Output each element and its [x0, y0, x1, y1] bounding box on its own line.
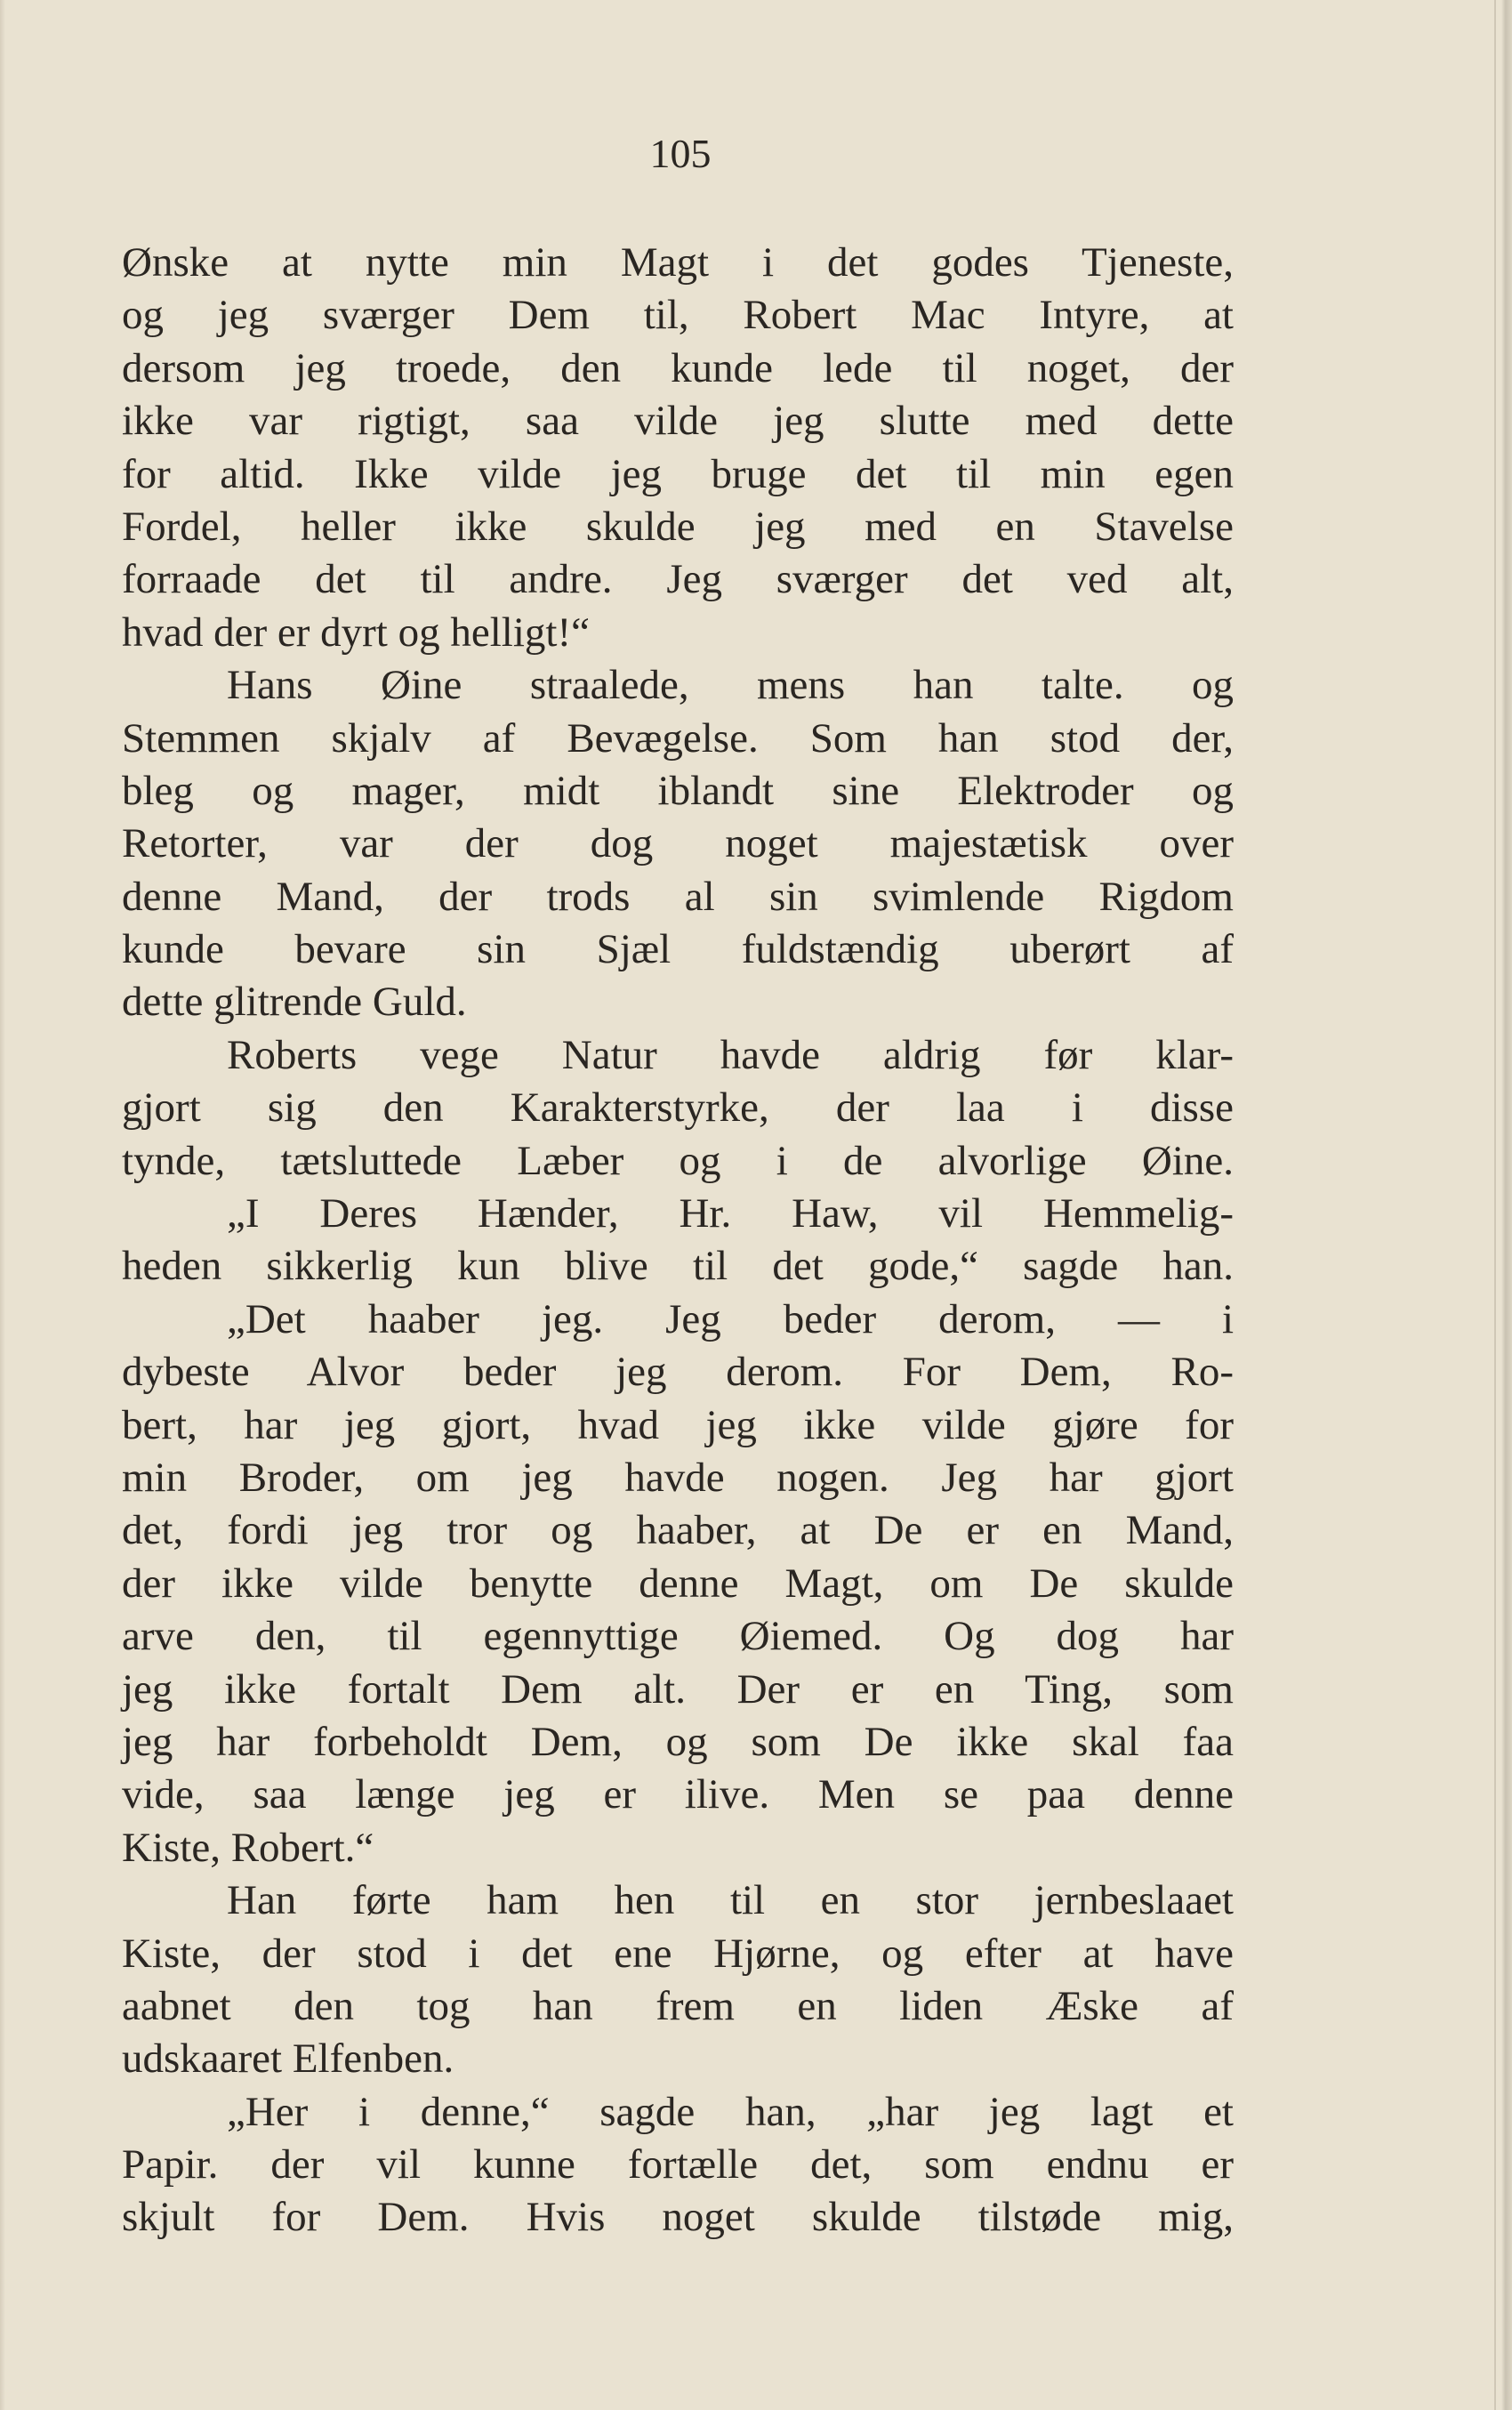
text-line: vide, saa længe jeg er ilive. Men se paa denne: [122, 1771, 1234, 1818]
text-line: dybeste Alvor beder jeg derom. For Dem, Ro-: [122, 1349, 1234, 1396]
text-line: jeg har forbeholdt Dem, og som De ikke skal faa: [122, 1718, 1234, 1765]
text-line: og jeg sværger Dem til, Robert Mac Intyre, at: [122, 292, 1234, 339]
text-line: forraade det til andre. Jeg sværger det ved alt,: [122, 556, 1234, 603]
text-line: Fordel, heller ikke skulde jeg med en Stavelse: [122, 503, 1234, 550]
body-text: [122, 237, 1234, 2245]
text-line: „Her i denne,“ sagde han, „har jeg lagt et: [227, 2088, 1234, 2135]
page-edge-left: [0, 0, 5, 2410]
text-line: Retorter, var der dog noget majestætisk over: [122, 820, 1234, 867]
text-line: Han førte ham hen til en stor jernbeslaaet: [227, 1877, 1234, 1924]
text-line: Roberts vege Natur havde aldrig før klar-: [227, 1031, 1234, 1078]
text-line: bleg og mager, midt iblandt sine Elektroder og: [122, 767, 1234, 814]
text-line: dette glitrende Guld.: [122, 979, 467, 1026]
page-edge-right: [1501, 0, 1512, 2410]
page-edge-line: [1494, 0, 1496, 2410]
text-line: kunde bevare sin Sjæl fuldstændig uberørt af: [122, 926, 1234, 973]
text-line: hvad der er dyrt og helligt!“: [122, 609, 590, 656]
text-line: dersom jeg troede, den kunde lede til noget, der: [122, 344, 1234, 391]
text-line: heden sikkerlig kun blive til det gode,“ sagde han.: [122, 1243, 1234, 1290]
text-line: der ikke vilde benytte denne Magt, om De skulde: [122, 1560, 1234, 1607]
text-line: Kiste, Robert.“: [122, 1824, 374, 1871]
text-line: Stemmen skjalv af Bevægelse. Som han stod der,: [122, 714, 1234, 762]
text-line: Kiste, der stod i det ene Hjørne, og efter at have: [122, 1930, 1234, 1977]
text-line: Hans Øine straalede, mens han talte. og: [227, 662, 1234, 709]
text-line: skjult for Dem. Hvis noget skulde tilstøde mig,: [122, 2194, 1234, 2241]
text-line: gjort sig den Karakterstyrke, der laa i disse: [122, 1084, 1234, 1132]
text-line: arve den, til egennyttige Øiemed. Og dog har: [122, 1613, 1234, 1660]
text-line: „I Deres Hænder, Hr. Haw, vil Hemmelig-: [227, 1190, 1234, 1237]
text-line: bert, har jeg gjort, hvad jeg ikke vilde gjøre for: [122, 1401, 1234, 1448]
text-line: „Det haaber jeg. Jeg beder derom, — i: [227, 1295, 1234, 1342]
text-line: denne Mand, der trods al sin svimlende Rigdom: [122, 873, 1234, 920]
page-number: 105: [649, 131, 712, 176]
text-line: jeg ikke fortalt Dem alt. Der er en Ting, som: [122, 1665, 1234, 1713]
text-line: aabnet den tog han frem en liden Æske af: [122, 1982, 1234, 2029]
text-line: udskaaret Elfenben.: [122, 2035, 454, 2083]
text-line: ikke var rigtigt, saa vilde jeg slutte med dette: [122, 398, 1234, 445]
text-line: Ønske at nytte min Magt i det godes Tjeneste,: [122, 239, 1234, 286]
text-line: min Broder, om jeg havde nogen. Jeg har gjort: [122, 1454, 1234, 1501]
text-line: Papir. der vil kunne fortælle det, som endnu er: [122, 2141, 1234, 2188]
text-line: for altid. Ikke vilde jeg bruge det til min egen: [122, 450, 1234, 497]
text-line: tynde, tætsluttede Læber og i de alvorlige Øine.: [122, 1137, 1234, 1184]
text-line: det, fordi jeg tror og haaber, at De er en Mand,: [122, 1507, 1234, 1554]
